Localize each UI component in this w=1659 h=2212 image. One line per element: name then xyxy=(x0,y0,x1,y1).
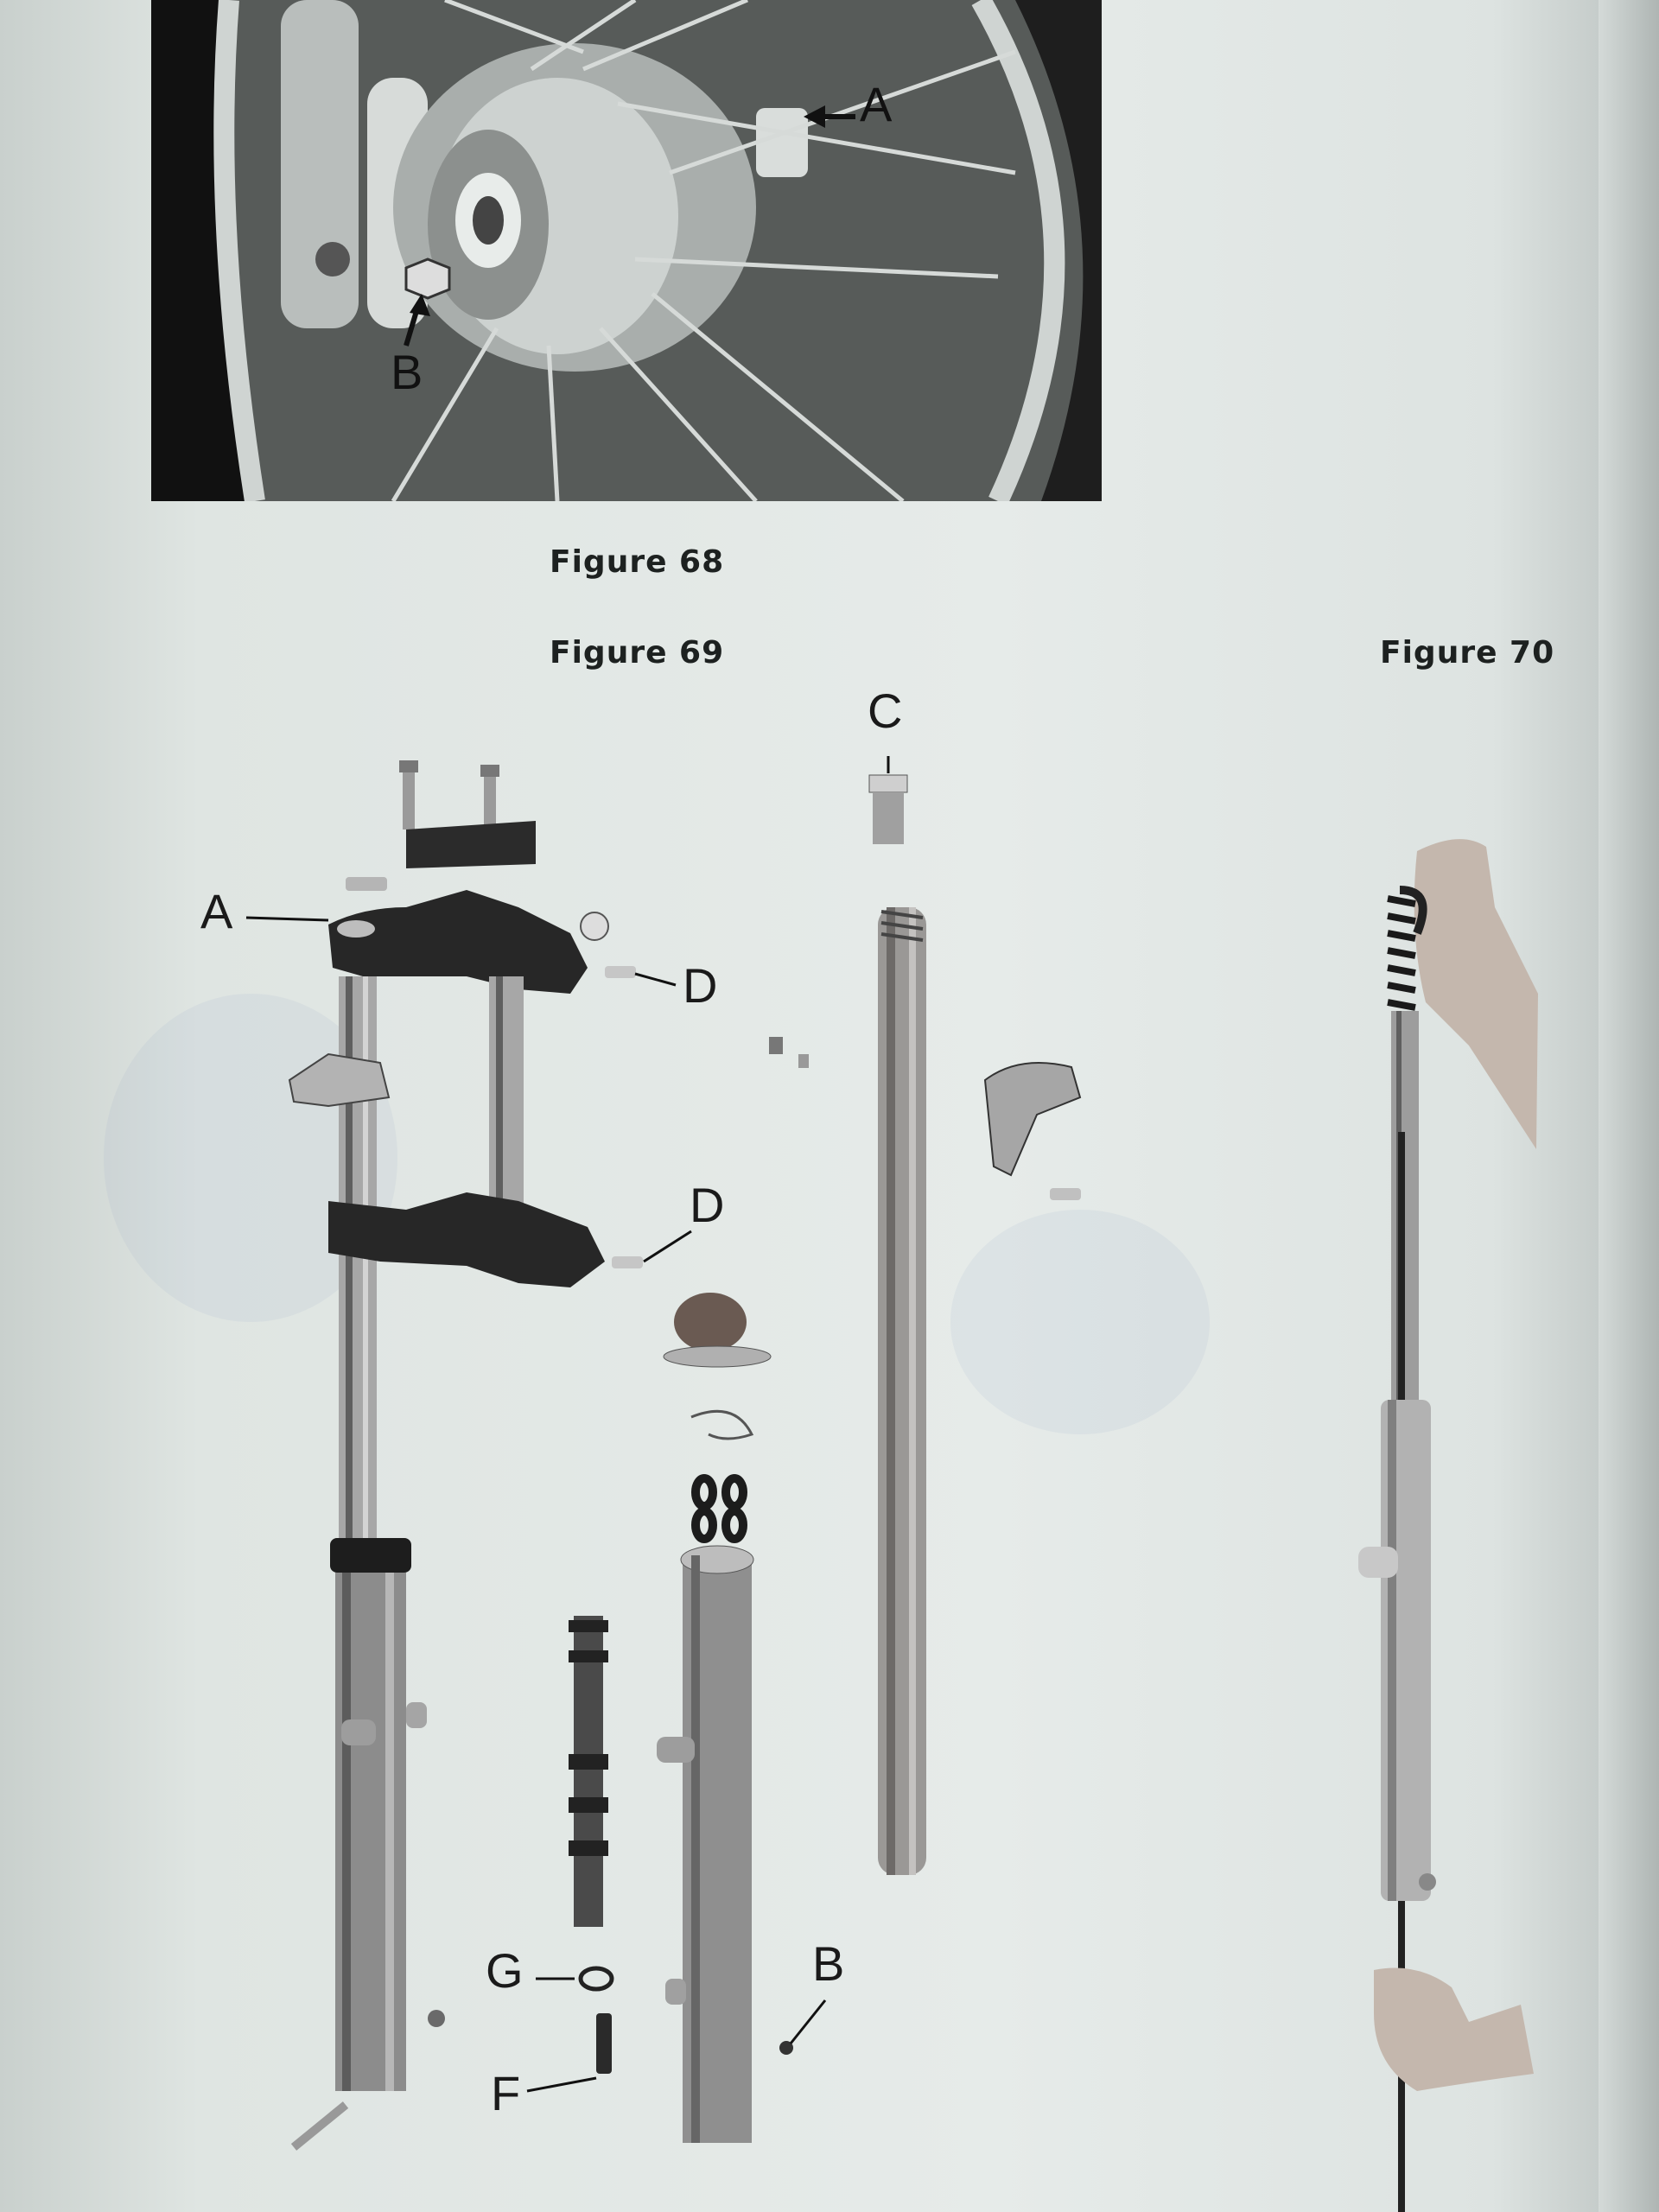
callout-a-fig68: A xyxy=(860,77,893,131)
caption-figure-70: Figure 70 xyxy=(1380,635,1555,671)
callout-c: C xyxy=(868,683,903,738)
callout-b-fig68: B xyxy=(391,345,423,399)
caption-figure-68: Figure 68 xyxy=(550,544,725,580)
callout-d-upper: D xyxy=(683,958,718,1013)
callout-b-fig69: B xyxy=(812,1936,845,1991)
callout-d-lower: D xyxy=(690,1178,725,1232)
caption-figure-69: Figure 69 xyxy=(550,635,725,671)
callout-g: G xyxy=(486,1943,524,1998)
callout-a-fig69: A xyxy=(200,884,233,938)
callout-f: F xyxy=(491,2066,521,2120)
